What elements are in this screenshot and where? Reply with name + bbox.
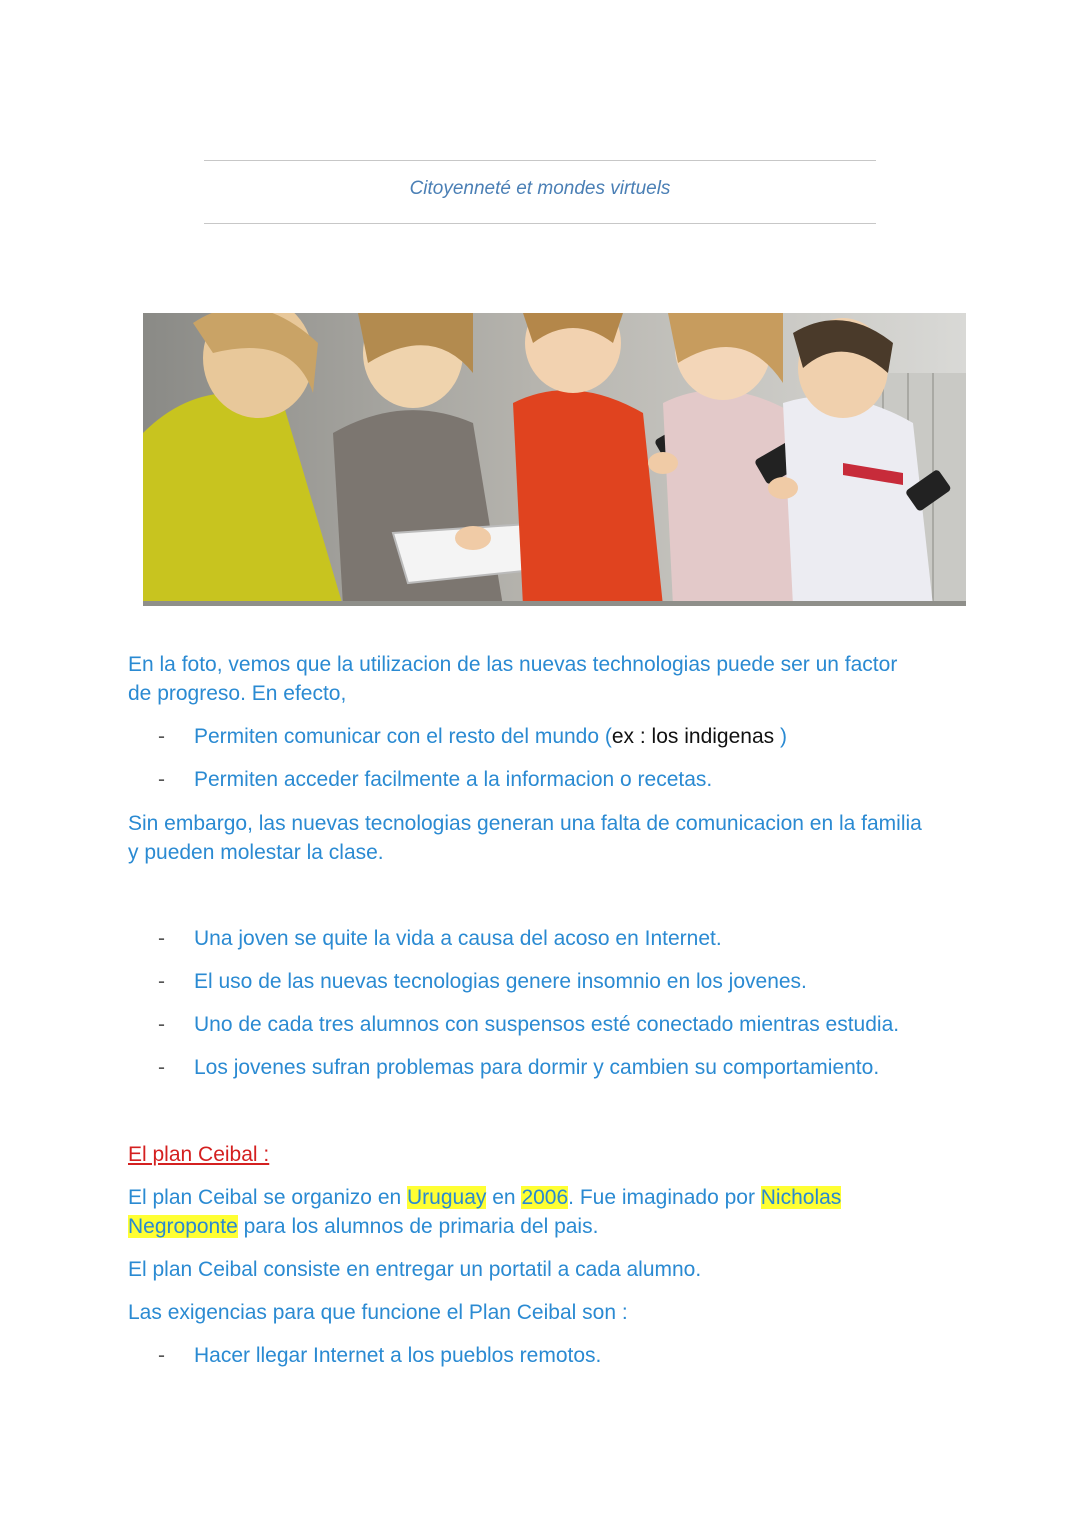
problem-item: Una joven se quite la vida a causa del acoso en Internet. [194,927,722,950]
advantage-1-example: ex : los indigenas [611,725,780,748]
advantage-1-close: ) [779,725,787,748]
highlight-name-first: Nicholas [760,1186,842,1209]
advantage-1-text: Permiten comunicar con el resto del mundo ( [194,725,612,748]
highlight-uruguay: Uruguay [407,1186,487,1209]
highlight-year: 2006 [521,1186,569,1209]
ceibal-paragraph-3: Las exigencias para que funcione el Plan Ceibal son : [128,1301,628,1324]
however-line-1: Sin embargo, las nuevas tecnologias generan una falta de comunicacion en la familia [128,812,922,835]
problem-item: El uso de las nuevas tecnologias genere insomnio en los jovenes. [194,970,807,993]
problem-item: Los jovenes sufran problemas para dormir y cambien su comportamiento. [194,1056,880,1079]
ceibal-paragraph-1 [128,1183,968,1241]
intro-paragraph [128,650,968,708]
highlight-name-last: Negroponte [128,1215,238,1238]
ceibal-p1-d: para los alumnos de primaria del pais. [237,1215,599,1238]
bullet-dash: - [158,1056,165,1079]
ceibal-section-title [128,1140,968,1169]
advantage-item-1 [194,722,974,751]
children-with-devices-photo [143,313,966,606]
bullet-dash: - [158,768,165,791]
ceibal-p1-b: en [486,1186,522,1209]
however-line-2: y pueden molestar la clase. [128,841,384,864]
intro-line-2: de progreso. En efecto, [128,682,347,705]
ceibal-title: El plan Ceibal : [128,1143,270,1166]
problem-item: Uno de cada tres alumnos con suspensos esté conectado mientras estudia. [194,1013,900,1036]
ceibal-p1-c: . Fue imaginado por [568,1186,761,1209]
bullet-dash: - [158,725,165,748]
intro-line-1: En la foto, vemos que la utilizacion de las nuevas technologias puede ser un factor [128,653,898,676]
however-paragraph [128,809,968,867]
bullet-dash: - [158,1344,165,1367]
photo-illustration [143,313,966,606]
page-header-title: Citoyenneté et mondes virtuels [409,178,671,199]
header-top-rule [204,160,876,161]
requirement-item: Hacer llegar Internet a los pueblos remotos. [194,1344,602,1367]
ceibal-p1-a: El plan Ceibal se organizo en [128,1186,408,1209]
bullet-dash: - [158,1013,165,1036]
bullet-dash: - [158,927,165,950]
header-bottom-rule [204,223,876,224]
bullet-dash: - [158,970,165,993]
advantage-item-2: Permiten acceder facilmente a la informacion o recetas. [194,768,713,791]
ceibal-paragraph-2: El plan Ceibal consiste en entregar un portatil a cada alumno. [128,1258,702,1281]
